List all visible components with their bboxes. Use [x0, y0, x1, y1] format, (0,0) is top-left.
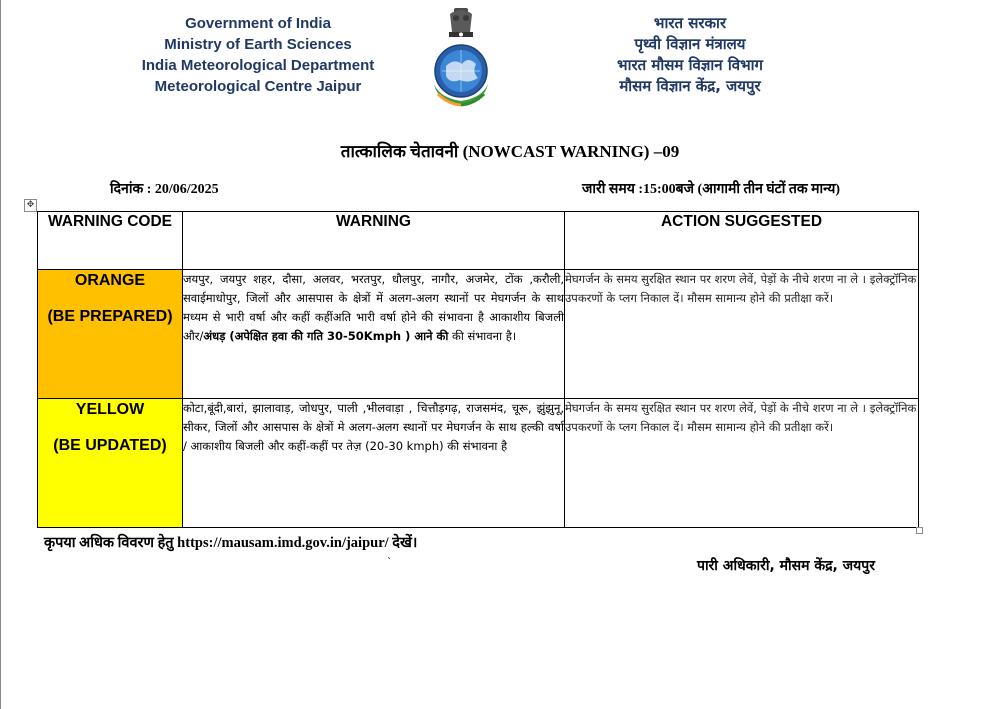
- issue-date: दिनांक : 20/06/2025: [110, 182, 219, 197]
- header-hi-line-4: मौसम विज्ञान केंद्र, जयपुर: [619, 77, 761, 95]
- page-left-border: [0, 0, 1, 709]
- table-header-row: [38, 212, 919, 270]
- header-hi-line-1: भारत सरकार: [653, 14, 727, 32]
- orange-action-text: मेघगर्जन के समय सुरक्षित स्थान पर शरण लेवें, पेड़ों के नीचे शरण ना ले । इलेक्ट्रॉनिक उपकरणों के प्लग निकाल दें। मौसम सामान्य होने की प्रतीक्षा करें।: [565, 270, 919, 399]
- table-row-yellow: [38, 399, 919, 528]
- header-en-line-2: Ministry of Earth Sciences: [164, 36, 352, 53]
- header-en-line-3: India Meteorological Department: [141, 57, 375, 74]
- table-resize-handle[interactable]: [916, 527, 923, 534]
- orange-warning-text: [183, 270, 565, 399]
- details-link-text: कृपया अधिक विवरण हेतु https://mausam.imd.gov.in/jaipur/ देखें।: [44, 535, 418, 551]
- header-english: [118, 13, 398, 97]
- header-action-suggested: ACTION SUGGESTED: [565, 212, 919, 270]
- ashoka-emblem-imd-logo-icon: [428, 6, 494, 112]
- orange-warning-bold: अंधड़ (अपेक्षित हवा की गति 30-50Kmph ) आने की: [203, 329, 449, 343]
- yellow-warning-text: कोटा,बूंदी,बारां, झालावाड़, जोधपुर, पाली ,भीलवाड़ा , चित्तौड़गढ़, राजसमंद, चूरू, झुंझुनू, सीकर, जिलों और आसपास के क्षेत्रों मे अलग-अलग स्थानों पर मेघगर्जन के साथ हल्की वर्षा / आकाशीय बिजली और कहीं-कहीं पर तेज़ (20-30 kmph) की संभावना है: [183, 399, 565, 528]
- yellow-code-cell: [38, 399, 183, 528]
- warning-table: [37, 211, 919, 528]
- header-en-line-1: Government of India: [185, 15, 331, 32]
- stray-mark: `: [387, 557, 392, 568]
- orange-warning-main: जयपुर, जयपुर शहर, दौसा, अलवर, भरतपुर, धौलपुर, नागौर, अजमेर, टोंक ,करौली, सवाईमाधोपुर, जिलों और आसपास के क्षेत्रों में अलग-अलग स्थानों पर मेघगर्जन के साथ मध्यम से भारी वर्षा और कहीं कहींअति भारी वर्षा होने की संभावना है आकाशीय बिजली और/: [183, 272, 564, 343]
- header-warning-code: WARNING CODE: [38, 212, 183, 270]
- yellow-code-sub: (BE UPDATED): [53, 437, 167, 454]
- orange-code-sub: (BE PREPARED): [47, 308, 173, 325]
- header-en-line-4: Meteorological Centre Jaipur: [154, 78, 362, 95]
- orange-code-label: ORANGE: [74, 272, 146, 289]
- orange-code-cell: [38, 270, 183, 399]
- yellow-code-label: YELLOW: [75, 401, 145, 418]
- orange-warning-tail: की संभावना है।: [448, 329, 517, 343]
- header-hi-line-3: भारत मौसम विज्ञान विभाग: [617, 56, 763, 74]
- header-hindi: [585, 13, 795, 97]
- issue-time: जारी समय :15:00बजे (आगामी तीन घंटों तक मान्य): [582, 182, 840, 197]
- warning-title: तात्कालिक चेतावनी (NOWCAST WARNING) –09: [340, 142, 680, 161]
- header-hi-line-2: पृथ्वी विज्ञान मंत्रालय: [634, 35, 746, 53]
- header-warning: WARNING: [183, 212, 565, 270]
- table-move-handle-icon[interactable]: ✥: [24, 199, 37, 212]
- yellow-action-text: मेघगर्जन के समय सुरक्षित स्थान पर शरण लेवें, पेड़ों के नीचे शरण ना ले । इलेक्ट्रॉनिक उपकरणों के प्लग निकाल दें। मौसम सामान्य होने की प्रतीक्षा करें।: [565, 399, 919, 528]
- signature: पारी अधिकारी, मौसम केंद्र, जयपुर: [697, 558, 875, 574]
- table-row-orange: [38, 270, 919, 399]
